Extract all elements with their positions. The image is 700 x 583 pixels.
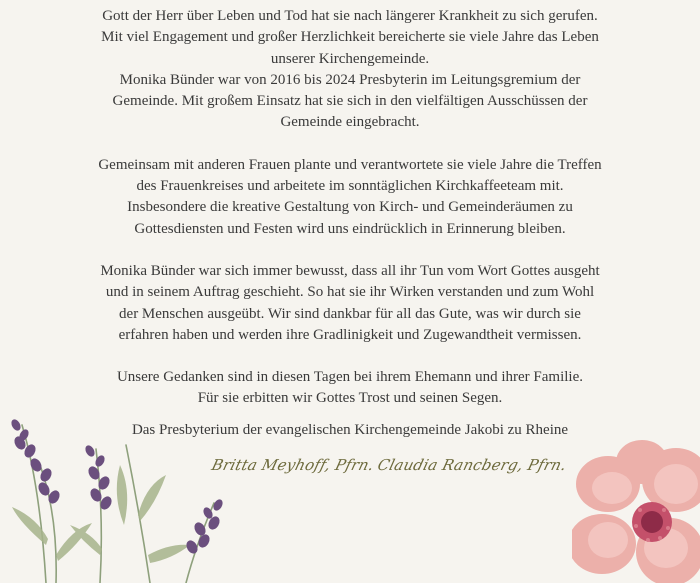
text-line: und in seinem Auftrag geschieht. So hat sie ihr Wirken verstanden und zum Wohl [105,284,595,301]
text-line: Gottesdiensten und Festen wird uns eindrücklich in Erinnerung bleiben. [134,220,566,237]
text-line: Gott der Herr über Leben und Tod hat sie nach längerer Krankheit zu sich gerufen. [102,8,598,24]
signature-2: Claudia Rancberg, Pfrn. [375,456,569,474]
pink-flower-illustration [572,440,700,583]
text-line: der Menschen ausgeübt. Wir sind dankbar für all das Gute, was wir durch sie [119,305,581,322]
text-line: Mit viel Engagement und großer Herzlichkeit bereicherte sie viele Jahre das Leben [101,29,599,46]
text-line: Monika Bünder war sich immer bewusst, dass all ihr Tun vom Wort Gottes ausgeht [100,262,600,279]
text-line: Gemeinde. Mit großem Einsatz hat sie sich in den vielfältigen Ausschüssen der [112,93,588,110]
notice-text [40,6,660,441]
text-line: Insbesondere die kreative Gestaltung von Kirch- und Gemeinderäumen zu [127,199,573,216]
text-line: erfahren haben und werden ihre Gradlinigkeit und Zugewandtheit vermissen. [118,326,582,343]
text-line: unserer Kirchengemeinde. [270,50,430,67]
paragraph-3 [40,261,660,346]
text-line: Unsere Gedanken sind in diesen Tagen bei ihrem Ehemann und ihrer Familie. [116,369,584,386]
paragraph-4 [40,367,660,410]
text-line: Gemeinsam mit anderen Frauen plante und verantwortete sie viele Jahre die Treffen [98,156,602,173]
signatures [208,450,569,484]
text-line: Gemeinde eingebracht. [280,114,420,131]
text-line: des Frauenkreises und arbeitete im sonntäglichen Kirchkaffeeteam mit. [136,178,564,195]
paragraph-gap [40,346,660,367]
paragraph-gap [40,240,660,261]
paragraph-gap [40,134,660,155]
paragraph-1 [40,6,660,134]
signature-1: Britta Meyhoff, Pfrn. [209,456,376,474]
closing-line: Das Presbyterium der evangelischen Kirchengemeinde Jakobi zu Rheine [131,421,569,438]
text-line: Für sie erbitten wir Gottes Trost und seinen Segen. [197,390,503,407]
text-line: Monika Bünder war von 2016 bis 2024 Presbyterin im Leitungsgremium der [119,71,581,88]
paragraph-2 [40,155,660,240]
lavender-illustration [0,405,240,583]
